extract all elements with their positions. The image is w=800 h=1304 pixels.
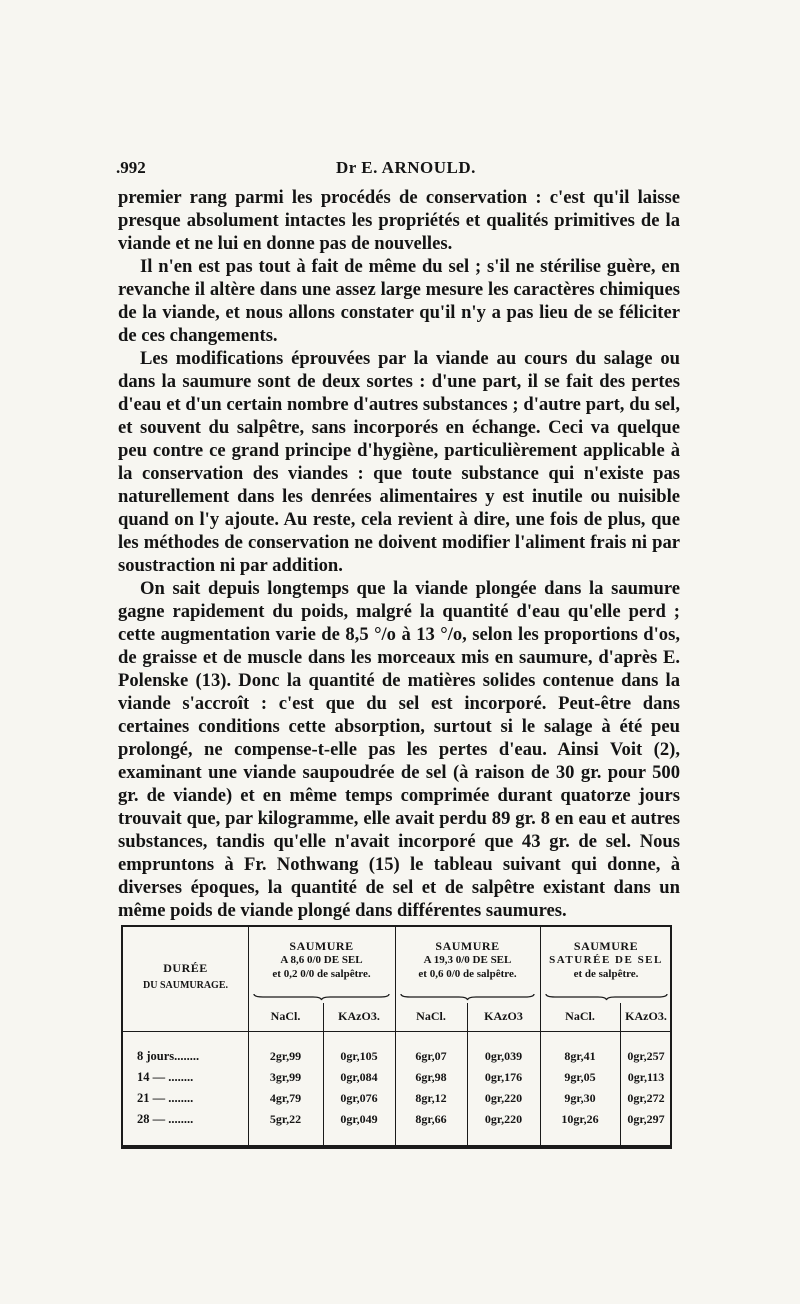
subheader-kazo3: KAzO3. bbox=[338, 1009, 380, 1023]
paragraph: On sait depuis longtemps que la viande plongée dans la saumure gagne rapidement du poids, malgré la quantité d'eau qu'elle perd ; cette augmentation varie de 8,5 °/o à 13 °/o, selon les proportions d'os, de graisse et de muscle dans les morceaux mis en saumure, d'après E. Polenske (13). Donc la quantité de matières solides contenue dans la viande s'accroît : c'est que du sel est incorporé. Peut-être dans certaines conditions cette absorption, surtout si le salage à été peu prolongé, ne compense-t-elle pas les pertes d'eau. Ainsi Voit (2), examinant une viande saupoudrée de sel (à raison de 30 gr. pour 500 gr. de viande) et en même temps comprimée durant quatorze jours trouvait que, par kilogramme, elle avait perdu 89 gr. 8 en eau et autres substances, tandis qu'elle n'avait incorporé que 43 gr. de sel. Nous empruntons à Fr. Nothwang (15) le tableau suivant qui donne, à diverses époques, la quantité de sel et de salpêtre existant dans un même poids de viande plongé dans différentes saumures. bbox=[118, 578, 680, 921]
table-cell: 4gr,79 bbox=[269, 1091, 302, 1105]
table-cell: 0gr,039 bbox=[484, 1049, 523, 1063]
table-cell: 0gr,049 bbox=[340, 1112, 378, 1126]
table-cell: 6gr,98 bbox=[415, 1070, 447, 1084]
brace-icon bbox=[545, 993, 668, 1001]
table-cell: 6gr,07 bbox=[415, 1049, 447, 1063]
subheader-nacl: NaCl. bbox=[416, 1009, 446, 1023]
table-cell: 0gr,176 bbox=[484, 1070, 523, 1084]
paragraph: premier rang parmi les procédés de conservation : c'est qu'il laisse presque absolument intactes les propriétés et qualités primitives de la viande et ne lui en donne pas de nouvelles. bbox=[118, 187, 680, 254]
duration-header-line2: DU SAUMURAGE. bbox=[143, 980, 228, 991]
table-cell: 9gr,30 bbox=[564, 1091, 596, 1105]
subheader-nacl: NaCl. bbox=[270, 1009, 301, 1023]
table-cell: 5gr,22 bbox=[269, 1112, 302, 1126]
row-label: 14 — ........ bbox=[137, 1070, 194, 1084]
table-cell: 0gr,113 bbox=[627, 1070, 665, 1084]
group-title: SAUMURE bbox=[435, 939, 500, 953]
group-saltpetre: et 0,2 0/0 de salpêtre. bbox=[272, 968, 371, 980]
table-cell: 8gr,66 bbox=[415, 1112, 447, 1126]
group-saltpetre: et 0,6 0/0 de salpêtre. bbox=[418, 968, 517, 980]
table-cell: 0gr,105 bbox=[340, 1049, 378, 1063]
group-concentration: A 19,3 0/0 DE SEL bbox=[423, 954, 512, 966]
table-cell: 3gr,99 bbox=[269, 1070, 302, 1084]
group-title: SAUMURE bbox=[289, 939, 354, 953]
group-concentration: SATURÉE DE SEL bbox=[549, 954, 663, 966]
body-text bbox=[118, 186, 680, 922]
brace-icon bbox=[253, 993, 390, 1001]
subheader-kazo3: KAzO3 bbox=[484, 1009, 523, 1023]
table-cell: 0gr,272 bbox=[627, 1091, 665, 1105]
table-cell: 10gr,26 bbox=[561, 1112, 599, 1126]
table-cell: 0gr,220 bbox=[484, 1112, 523, 1126]
table-cell: 2gr,99 bbox=[269, 1049, 302, 1063]
paragraph: Les modifications éprouvées par la viande au cours du salage ou dans la saumure sont de deux sortes : d'une part, il se fait des pertes d'eau et d'un certain nombre d'autres substances ; d'autre part, du sel, et souvent du salpêtre, sans incorporés en échange. Ceci va quelque peu contre ce grand principe d'hygiène, particulièrement applicable à la conservation des viandes : que toute substance qui n'existe pas naturellement dans les denrées alimentaires y est inutile ou nuisible quand on l'y ajoute. Au reste, cela revient à dire, une fois de plus, que les méthodes de conservation ne doivent modifier l'aliment frais ni par soustraction ni par addition. bbox=[118, 348, 680, 576]
subheader-kazo3: KAzO3. bbox=[625, 1009, 667, 1023]
paragraph: Il n'en est pas tout à fait de même du sel ; s'il ne stérilise guère, en revanche il altère dans une assez large mesure les caractères chimiques de la viande, et nous allons constater qu'il n'y a pas lieu de se féliciter de ces changements. bbox=[118, 256, 680, 346]
table-cell: 0gr,076 bbox=[340, 1091, 378, 1105]
brace-icon bbox=[400, 993, 535, 1001]
running-header bbox=[116, 158, 684, 180]
header-rule bbox=[123, 1031, 670, 1032]
group-header-1 bbox=[248, 939, 395, 981]
table-cell: 0gr,084 bbox=[340, 1070, 378, 1084]
group-header-2 bbox=[395, 939, 540, 981]
row-label: 8 jours........ bbox=[137, 1049, 200, 1063]
group-concentration: A 8,6 0/0 DE SEL bbox=[280, 954, 363, 966]
duration-header-line1: DURÉE bbox=[163, 961, 208, 975]
group-saltpetre: et de salpêtre. bbox=[573, 968, 639, 980]
table-cell: 0gr,297 bbox=[627, 1112, 665, 1126]
row-label: 28 — ........ bbox=[137, 1112, 194, 1126]
group-header-3 bbox=[540, 939, 672, 981]
page-number: .992 bbox=[116, 158, 146, 177]
subheader-nacl: NaCl. bbox=[565, 1009, 595, 1023]
table-cell: 0gr,257 bbox=[627, 1049, 665, 1063]
duration-header bbox=[123, 961, 248, 993]
table-cell: 9gr,05 bbox=[564, 1070, 596, 1084]
running-title: Dr E. ARNOULD. bbox=[336, 158, 476, 177]
row-label: 21 — ........ bbox=[137, 1091, 194, 1105]
table-cell: 0gr,220 bbox=[484, 1091, 523, 1105]
data-table bbox=[121, 925, 672, 1149]
table-cell: 8gr,12 bbox=[415, 1091, 447, 1105]
group-title: SAUMURE bbox=[573, 939, 639, 953]
table-cell: 8gr,41 bbox=[564, 1049, 596, 1063]
